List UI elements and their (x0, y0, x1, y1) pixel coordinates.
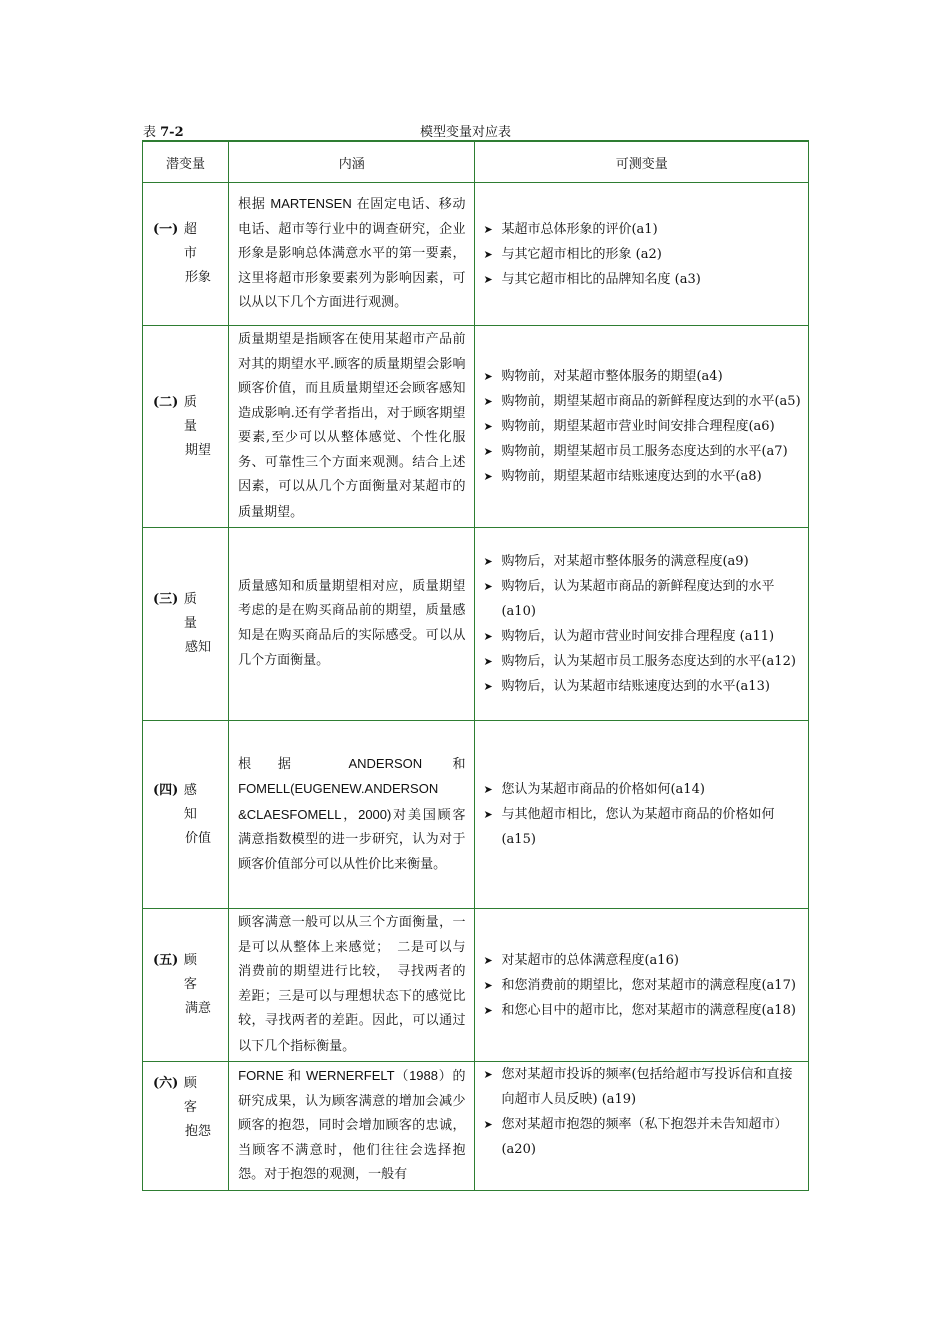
table-row (143, 528, 809, 721)
measure-text: 购物后，认为某超市员工服务态度达到的水平(a12) (501, 654, 796, 669)
latent-name-line1: 顾客 (183, 1076, 207, 1115)
measure-list (475, 948, 808, 1023)
measure-text: 购物后，认为超市营业时间安排合理程度 (a11) (501, 629, 775, 644)
measures-cell (475, 528, 809, 721)
latent-variable (143, 949, 228, 1021)
latent-name-line1: 感知 (183, 782, 207, 822)
measure-list (475, 549, 808, 699)
measure-item (483, 574, 802, 624)
arrow-bullet-icon: ➤ (483, 370, 493, 383)
measure-text: 和您消费前的期望比，您对某超市的满意程度(a17) (501, 977, 796, 993)
measure-text: 与其它超市相比的品牌知名度 (a3) (501, 271, 701, 287)
arrow-bullet-icon: ➤ (483, 420, 493, 433)
table-label-prefix: 表 (143, 125, 161, 140)
table-row (143, 909, 809, 1062)
measure-text: 购物前，期望某超市商品的新鲜程度达到的水平(a5) (501, 394, 801, 409)
arrow-bullet-icon: ➤ (483, 808, 493, 821)
content-text (229, 573, 474, 676)
arrow-bullet-icon: ➤ (483, 630, 493, 643)
latent-cell (143, 1062, 229, 1191)
content-cell (229, 1062, 475, 1191)
latent-number: (四) (153, 782, 179, 798)
measure-item (483, 439, 802, 464)
header-latent: 潜变量 (143, 141, 229, 183)
latent-number: (一) (153, 222, 179, 237)
arrow-bullet-icon: ➤ (483, 1003, 493, 1017)
measure-text: 购物前，期望某超市营业时间安排合理程度(a6) (501, 419, 775, 434)
measure-text: 购物前，期望某超市结账速度达到的水平(a8) (501, 469, 762, 484)
measures-cell (475, 183, 809, 326)
arrow-bullet-icon: ➤ (483, 580, 493, 593)
header-row (143, 141, 809, 183)
measure-item (483, 414, 802, 439)
content-text (229, 750, 474, 880)
measure-text: 购物前，期望某超市员工服务态度达到的水平(a7) (501, 444, 788, 459)
latent-variable (143, 779, 228, 851)
arrow-bullet-icon: ➤ (483, 655, 493, 668)
latent-name-line1: 超市 (183, 222, 207, 261)
arrow-bullet-icon: ➤ (483, 555, 493, 568)
latent-cell (143, 528, 229, 721)
content-text (229, 326, 474, 527)
table-row (143, 183, 809, 326)
measure-item (483, 777, 802, 802)
measure-list (475, 777, 808, 852)
measure-text: 与其他超市相比，您认为某超市商品的价格如何(a15) (501, 807, 775, 847)
latent-number: (二) (153, 394, 179, 410)
measure-text: 对某超市的总体满意程度(a16) (501, 952, 679, 968)
latent-name-line2: 抱怨 (185, 1124, 212, 1139)
latent-cell (143, 721, 229, 909)
latent-cell (143, 909, 229, 1062)
measure-list (475, 1062, 808, 1162)
measure-item (483, 364, 802, 389)
variable-table (142, 140, 809, 1191)
table-title: 模型变量对应表 (420, 125, 512, 140)
arrow-bullet-icon: ➤ (483, 1118, 493, 1131)
table-row (143, 1062, 809, 1191)
content-cell (229, 183, 475, 326)
measure-text: 您对某超市抱怨的频率（私下抱怨并未告知超市）(a20) (501, 1117, 788, 1157)
arrow-bullet-icon: ➤ (483, 783, 493, 796)
latent-number: (五) (153, 953, 179, 968)
measure-text: 和您心目中的超市比，您对某超市的满意程度(a18) (501, 1002, 796, 1018)
table-label (143, 121, 184, 140)
latent-name-line1: 质量 (183, 592, 207, 631)
measure-item (483, 1112, 802, 1162)
latent-variable (143, 391, 228, 463)
measure-text: 购物后，对某超市整体服务的满意程度(a9) (501, 554, 749, 569)
arrow-bullet-icon: ➤ (483, 680, 493, 693)
latent-variable (143, 588, 228, 660)
arrow-bullet-icon: ➤ (483, 222, 493, 236)
measure-item (483, 242, 802, 267)
arrow-bullet-icon: ➤ (483, 445, 493, 458)
measure-item (483, 464, 802, 489)
measures-cell (475, 909, 809, 1062)
content-latin: FORNE 和 WERNERFELT（1988） (238, 1068, 453, 1083)
measure-text: 购物后，认为某超市结账速度达到的水平(a13) (501, 679, 770, 694)
latent-variable (143, 218, 228, 290)
measure-item (483, 802, 802, 852)
content-pre: 顾客满意一般可以从三个方面衡量，一是可以从整体上来感觉； 二是可以与消费前的期望进行比较， 寻找两者的差距；三是可以与理想状态下的感觉比较，寻找两者的差距。因此，可以通过以下几个指标衡量。 (238, 915, 466, 1054)
measure-item (483, 948, 802, 973)
measure-item (483, 217, 802, 242)
measure-text: 您认为某超市商品的价格如何(a14) (501, 782, 705, 797)
arrow-bullet-icon: ➤ (483, 247, 493, 261)
table-number: 7-2 (160, 125, 184, 140)
measure-list (475, 364, 808, 489)
content-pre: 质量期望是指顾客在使用某超市产品前对其的期望水平.顾客的质量期望会影响顾客价值，而且质量期望还会顾客感知造成影响.还有学者指出，对于顾客期望要素,至少可以从整体感觉、个性化服务、可靠性三个方面来观测。结合上述因素，可以从几个方面衡量对某超市的质量期望。 (238, 332, 466, 520)
measure-text: 您对某超市投诉的频率(包括给超市写投诉信和直接向超市人员反映) (a19) (501, 1067, 793, 1107)
content-text (229, 909, 474, 1061)
arrow-bullet-icon: ➤ (483, 978, 493, 992)
content-cell (229, 326, 475, 528)
latent-number: (六) (153, 1076, 179, 1091)
measures-cell (475, 1062, 809, 1191)
latent-name-line2: 感知 (185, 640, 212, 655)
content-pre: 根据 (238, 756, 349, 772)
latent-cell (143, 326, 229, 528)
measure-text: 购物后，认为某超市商品的新鲜程度达到的水平(a10) (501, 579, 775, 619)
arrow-bullet-icon: ➤ (483, 953, 493, 967)
latent-name-line2: 期望 (185, 442, 212, 458)
measure-list (475, 217, 808, 292)
content-cell (229, 721, 475, 909)
content-cell (229, 528, 475, 721)
latent-name-line2: 满意 (185, 1001, 212, 1016)
measure-item (483, 389, 802, 414)
content-pre: 根据 (238, 197, 271, 213)
header-content: 内涵 (229, 141, 475, 183)
content-post: 对美国顾客满意指数模型的进一步研究，认为对于顾客价值部分可以从性价比来衡量。 (238, 807, 466, 872)
content-text (229, 1062, 474, 1190)
measure-item (483, 549, 802, 574)
measure-item (483, 973, 802, 998)
table-row (143, 721, 809, 909)
header-measures: 可测变量 (475, 141, 809, 183)
measure-item (483, 649, 802, 674)
measures-cell (475, 326, 809, 528)
arrow-bullet-icon: ➤ (483, 1068, 493, 1081)
measure-item (483, 267, 802, 292)
measure-item (483, 998, 802, 1023)
content-post: 的研究成果，认为顾客满意的增加会减少顾客的抱怨，同时会增加顾客的忠诚，当顾客不满意时，他们往往会选择抱怨。对于抱怨的观测，一般有 (238, 1069, 466, 1182)
latent-name-line2: 形象 (185, 270, 212, 285)
latent-number: (三) (153, 592, 179, 607)
latent-cell (143, 183, 229, 326)
latent-variable (143, 1072, 228, 1144)
arrow-bullet-icon: ➤ (483, 395, 493, 408)
content-pre: 质量感知和质量期望相对应，质量期望考虑的是在购买商品前的期望，质量感知是在购买商品后的实际感受。可以从几个方面衡量。 (238, 578, 466, 668)
measures-cell (475, 721, 809, 909)
latent-name-line2: 价值 (185, 830, 212, 846)
arrow-bullet-icon: ➤ (483, 272, 493, 286)
latent-name-line1: 质量 (183, 394, 207, 434)
measure-item (483, 674, 802, 699)
content-post: 在固定电话、移动电话、超市等行业中的调查研究，企业形象是影响总体满意水平的第一要素，这里将超市形象要素列为影响因素，可以从以下几个方面进行观测。 (238, 197, 466, 311)
measure-item (483, 624, 802, 649)
latent-name-line1: 顾客 (183, 953, 207, 992)
content-latin: MARTENSEN (270, 196, 352, 212)
table-row (143, 326, 809, 528)
measure-item (483, 1062, 802, 1112)
measure-text: 与其它超市相比的形象 (a2) (501, 246, 662, 262)
variable-table-container (142, 140, 809, 1182)
arrow-bullet-icon: ➤ (483, 470, 493, 483)
content-text (229, 190, 474, 318)
content-cell (229, 909, 475, 1062)
content-latin: ANDERSON 和 FOMELL(EUGENEW.ANDERSON &CLAESFOMELL，2000) (238, 755, 466, 822)
measure-text: 购物前，对某超市整体服务的期望(a4) (501, 369, 723, 384)
measure-text: 某超市总体形象的评价(a1) (501, 221, 658, 237)
